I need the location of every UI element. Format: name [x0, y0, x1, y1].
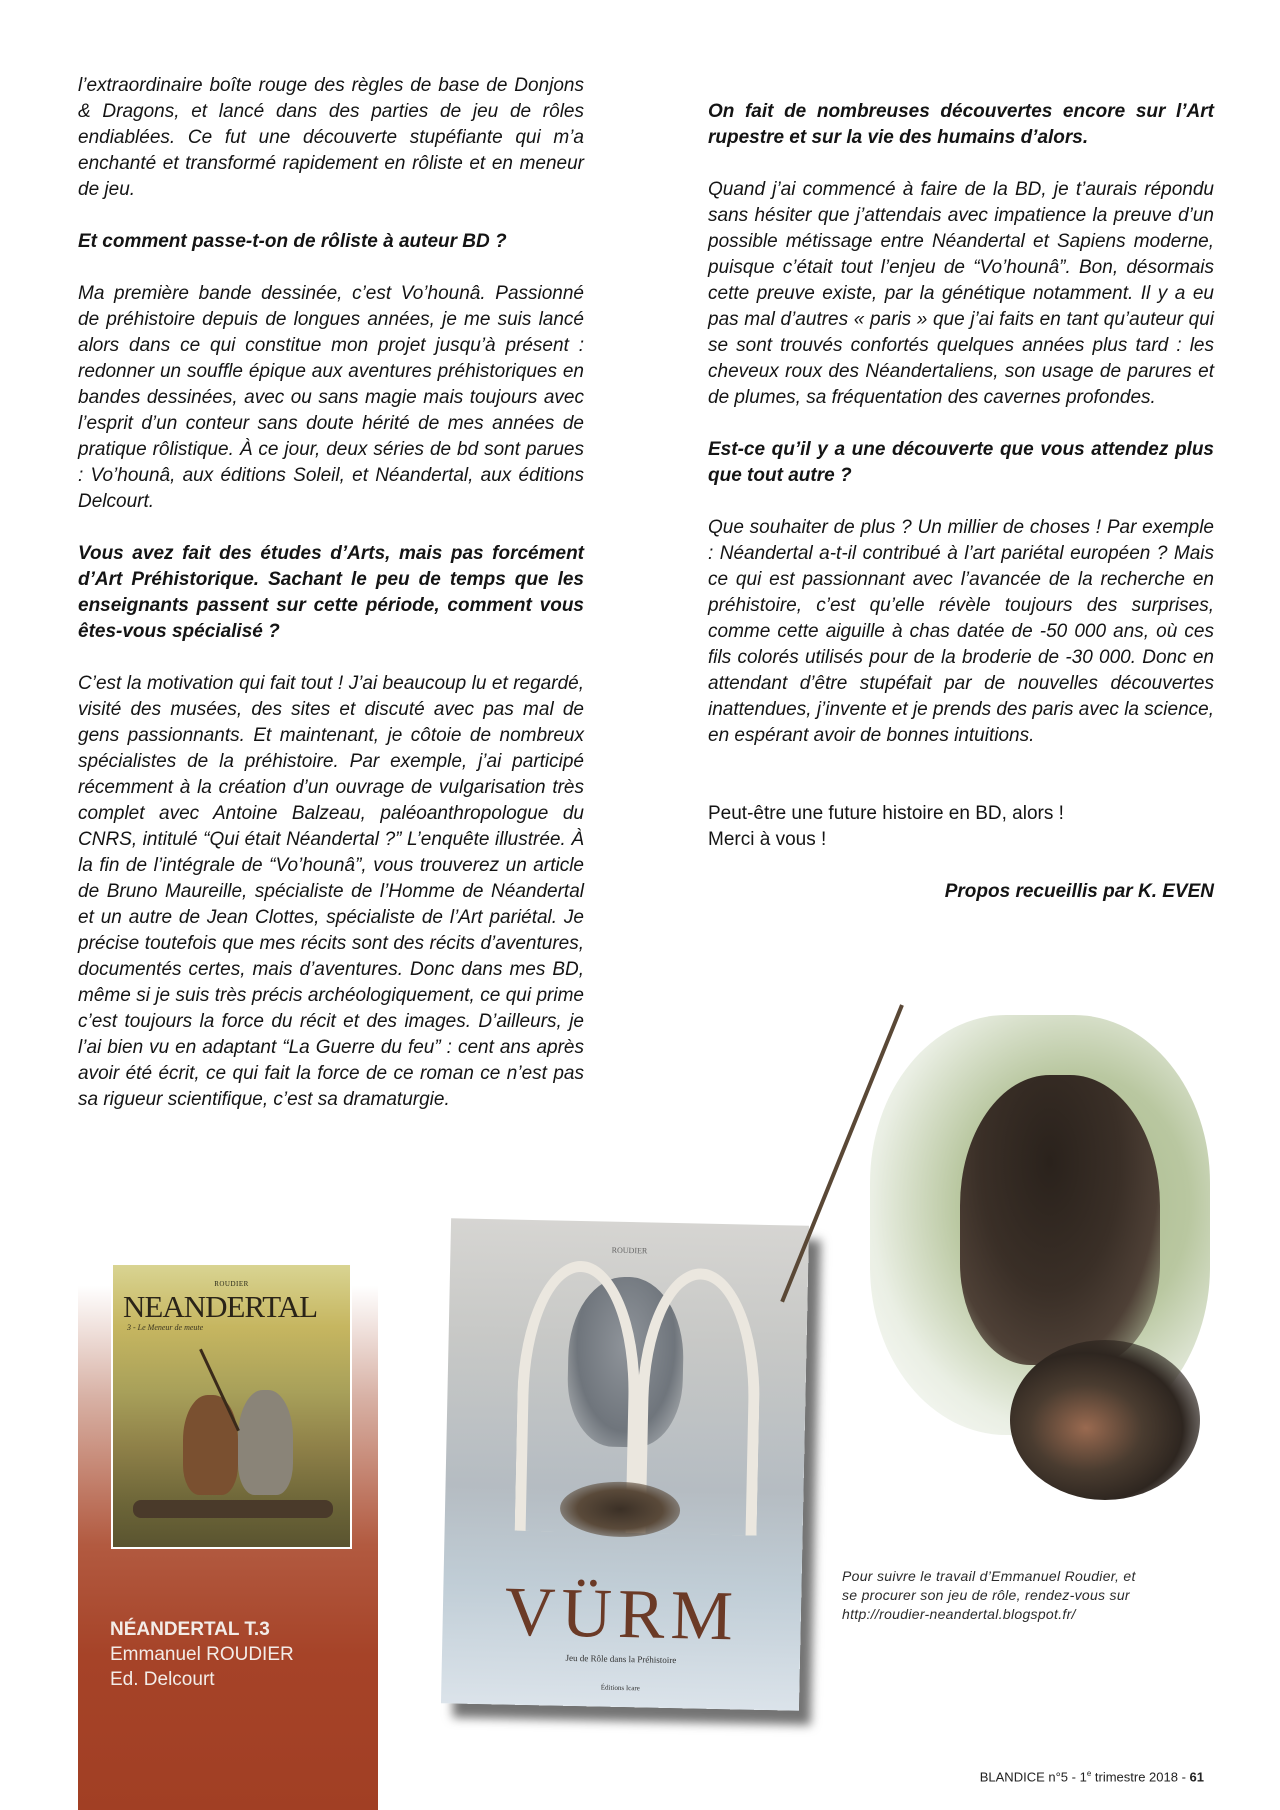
- question-art-studies: Vous avez fait des études d’Arts, mais pas forcément d’Art Préhistorique. Sachant le peu de temps que les enseignants passent sur cette période, comment vous êtes-vous spécialisé ?: [78, 543, 584, 642]
- left-column: [78, 73, 584, 1139]
- question-roliste-to-author: Et comment passe-t-on de rôliste à auteur BD ?: [78, 231, 507, 252]
- neanderthal-full-figure: [960, 1075, 1160, 1365]
- book-title: NÉANDERTAL T.3: [110, 1619, 270, 1640]
- answer-first-comic: Ma première bande dessinée, c’est Vo’hounâ. Passionné de préhistoire depuis de longues années, je me suis lancé alors dans ce qui constitue mon projet jusqu’à présent : redonner un souffle épique aux aventures préhistoriques en bandes dessinées, avec ou sans magie mais toujours avec l’esprit d’un conteur sans doute hérité de mes années de pratique rôlistique. À ce jour, deux séries de bd sont parues : Vo’hounâ, aux éditions Soleil, et Néandertal, aux éditions Delcourt.: [78, 283, 584, 512]
- question-discoveries: On fait de nombreuses découvertes encore sur l’Art rupestre et sur la vie des humains d’alors.: [708, 101, 1214, 148]
- fallen-log: [133, 1500, 333, 1518]
- answer-motivation: C’est la motivation qui fait tout ! J’ai beaucoup lu et regardé, visité des musées, des sites et discuté avec pas mal de gens passionnants. Et maintenant, je côtoie de nombreux spécialistes de la préhistoire. Par exemple, j’ai participé récemment à la création d’un ouvrage de vulgarisation très complet avec Antoine Balzeau, paléoanthropologue du CNRS, intitulé “Qui était Néandertal ?” L’enquête illustrée. À la fin de l’intégrale de “Vo’hounâ”, vous trouverez un article de Bruno Maureille, spécialiste de l’Homme de Néandertal et un autre de Jean Clottes, spécialiste de l’Art pariétal. Je précise toutefois que mes récits sont des récits d’aventures, documentés certes, mais d’aventures. Donc dans mes BD, même si je suis très précis archéologiquement, ce qui prime c’est toujours la force du récit et des images. D’ailleurs, je l’ai bien vu en adaptant “La Guerre du feu” : cent ans après avoir été écrit, ce qui fait la force de ce roman ce n’est pas sa rigueur scientifique, c’est sa dramaturgie.: [78, 673, 584, 1110]
- caption-line-2: se procurer son jeu de rôle, rendez-vous sur: [842, 1587, 1130, 1603]
- book-info: [110, 1617, 294, 1692]
- wurm-rpg-cover-image: [441, 1218, 809, 1710]
- paragraph-intro-continued: l’extraordinaire boîte rouge des règles de base de Donjons & Dragons, et lancé dans des parties de jeu de rôles endiablées. Ce fut une découverte stupéfiante qui m’a enchanté et transformé rapidement en rôliste et en meneur de jeu.: [78, 75, 584, 200]
- book-author: Emmanuel ROUDIER: [110, 1644, 294, 1665]
- wurm-publisher: Éditions Icare: [600, 1683, 640, 1693]
- page-footer: [980, 1769, 1204, 1784]
- neanderthal-illustration: [840, 995, 1220, 1515]
- neanderthal-head-portrait: [1010, 1340, 1200, 1500]
- wurm-cover-author: ROUDIER: [611, 1245, 648, 1256]
- caption-line-1: Pour suivre le travail d’Emmanuel Roudier, et: [842, 1568, 1136, 1584]
- warrior-figure-right: [238, 1390, 293, 1495]
- right-column: [708, 99, 1214, 905]
- cover-author: ROUDIER: [214, 1280, 249, 1288]
- footer-sup: e: [1086, 1769, 1092, 1778]
- illustration-caption: [842, 1567, 1202, 1624]
- interview-credit: Propos recueillis par K. EVEN: [944, 881, 1214, 902]
- closing-line-2: Merci à vous !: [708, 829, 827, 850]
- page-number: 61: [1189, 1769, 1204, 1785]
- cover-subtitle: 3 - Le Meneur de meute: [127, 1323, 204, 1332]
- answer-metissage: Quand j’ai commencé à faire de la BD, je t’aurais répondu sans hésiter que j’attendais avec impatience la preuve d’un possible métissage entre Néandertal et Sapiens moderne, puisque c’était tout l’enjeu de “Vo’hounâ”. Bon, désormais cette preuve existe, par la génétique notamment. Il y a eu pas mal d’autres « paris » que j’ai faits en tant qu’auteur qui se sont trouvés confortés quelques années plus tard : les cheveux roux des Néandertaliens, son usage de parures et de plumes, sa fréquentation des cavernes profondes.: [708, 179, 1214, 408]
- question-awaited-discovery: Est-ce qu’il y a une découverte que vous attendez plus que tout autre ?: [708, 439, 1214, 486]
- cover-title: NEANDERTAL: [123, 1289, 318, 1324]
- book-publisher: Ed. Delcourt: [110, 1669, 215, 1690]
- neandertal-book-cover-image: [111, 1263, 352, 1549]
- caption-url[interactable]: http://roudier-neandertal.blogspot.fr/: [842, 1606, 1076, 1622]
- footer-issue: trimestre 2018 -: [1091, 1769, 1190, 1785]
- closing-line-1: Peut-être une future histoire en BD, alors !: [708, 803, 1064, 824]
- footer-magazine: BLANDICE n°5 - 1: [979, 1769, 1087, 1785]
- wurm-title: VÜRM: [504, 1573, 740, 1656]
- answer-wish: Que souhaiter de plus ? Un millier de choses ! Par exemple : Néandertal a-t-il contribué à l’art pariétal européen ? Mais ce qui est passionnant avec l’avancée de la recherche en préhistoire, c’est qu’elle révèle toujours des surprises, comme cette aiguille à chas datée de -50 000 ans, où ces fils colorés utilisés pour de la broderie de -30 000. Donc en attendant d’être stupéfait par de nouvelles découvertes inattendues, j’invente et je prends des paris avec la science, en espérant avoir de bonnes intuitions.: [708, 517, 1214, 746]
- wurm-subtitle: Jeu de Rôle dans la Préhistoire: [565, 1652, 677, 1666]
